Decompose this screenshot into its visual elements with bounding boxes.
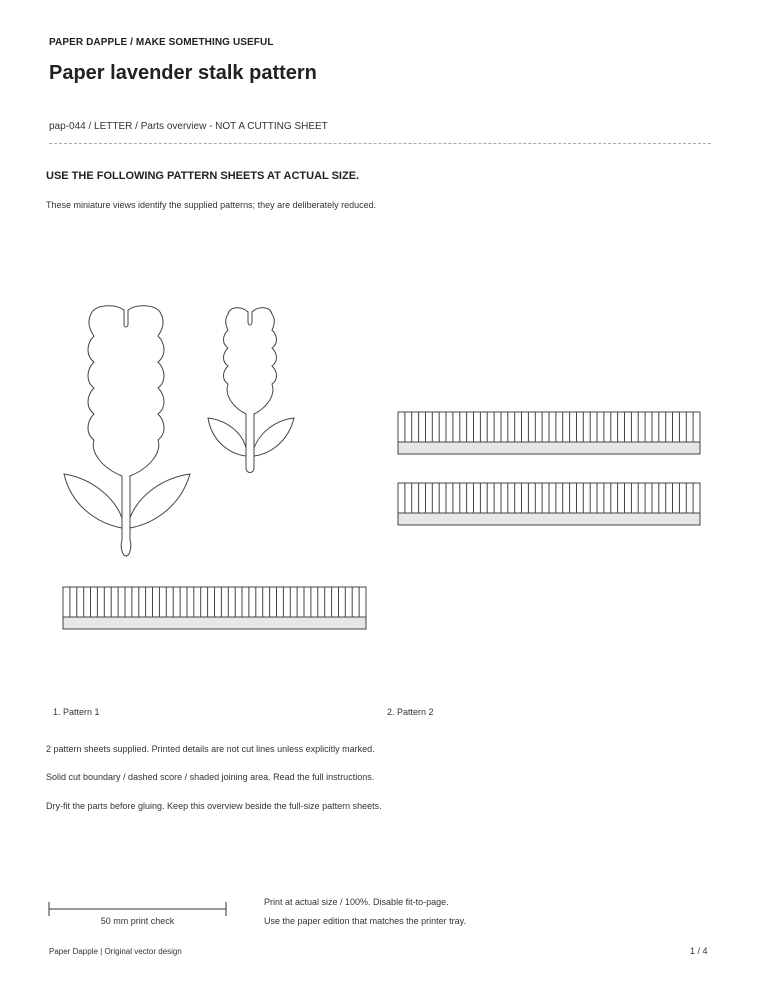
fringe-strip-2b-glue-area: [398, 513, 700, 525]
intro-text: These miniature views identify the supplied patterns; they are deliberately reduced.: [46, 200, 377, 210]
pattern-1-caption: 1. Pattern 1: [53, 707, 100, 717]
pattern-2-caption: 2. Pattern 2: [387, 707, 434, 717]
large-left-leaf: [64, 474, 122, 528]
pattern-2-fringe-strip-b: [398, 483, 700, 525]
page-number: 1 / 4: [690, 946, 708, 956]
pattern-1-fringe-strip: [63, 587, 366, 629]
pattern-1-small-stalk: [208, 308, 294, 473]
note-line: Dry-fit the parts before gluing. Keep this overview beside the full-size pattern sheets.: [46, 801, 382, 811]
section-heading: USE THE FOLLOWING PATTERN SHEETS AT ACTUAL SIZE.: [46, 170, 360, 182]
pattern-2-fringe-strip-a: [398, 412, 700, 454]
small-right-leaf: [254, 418, 294, 456]
brand-breadcrumb: PAPER DAPPLE / MAKE SOMETHING USEFUL: [49, 37, 274, 48]
fringe-strip-2a-glue-area: [398, 442, 700, 454]
scale-check-bar: [49, 902, 226, 916]
fringe-strip-1-glue-area: [63, 617, 366, 629]
page-title: Paper lavender stalk pattern: [49, 62, 317, 84]
small-left-leaf: [208, 418, 246, 456]
scale-check-label: 50 mm print check: [100, 916, 175, 926]
print-note: Print at actual size / 100%. Disable fit-to-page.: [264, 897, 449, 907]
pattern-1-large-stalk: [64, 306, 190, 556]
footer-credit: Paper Dapple | Original vector design: [49, 947, 182, 956]
document-meta: pap-044 / LETTER / Parts overview - NOT A CUTTING SHEET: [49, 121, 328, 132]
large-right-leaf: [130, 474, 190, 528]
print-note: Use the paper edition that matches the printer tray.: [264, 916, 466, 926]
note-line: 2 pattern sheets supplied. Printed details are not cut lines unless explicitly marked.: [46, 744, 375, 754]
note-line: Solid cut boundary / dashed score / shaded joining area. Read the full instructions.: [46, 772, 375, 782]
